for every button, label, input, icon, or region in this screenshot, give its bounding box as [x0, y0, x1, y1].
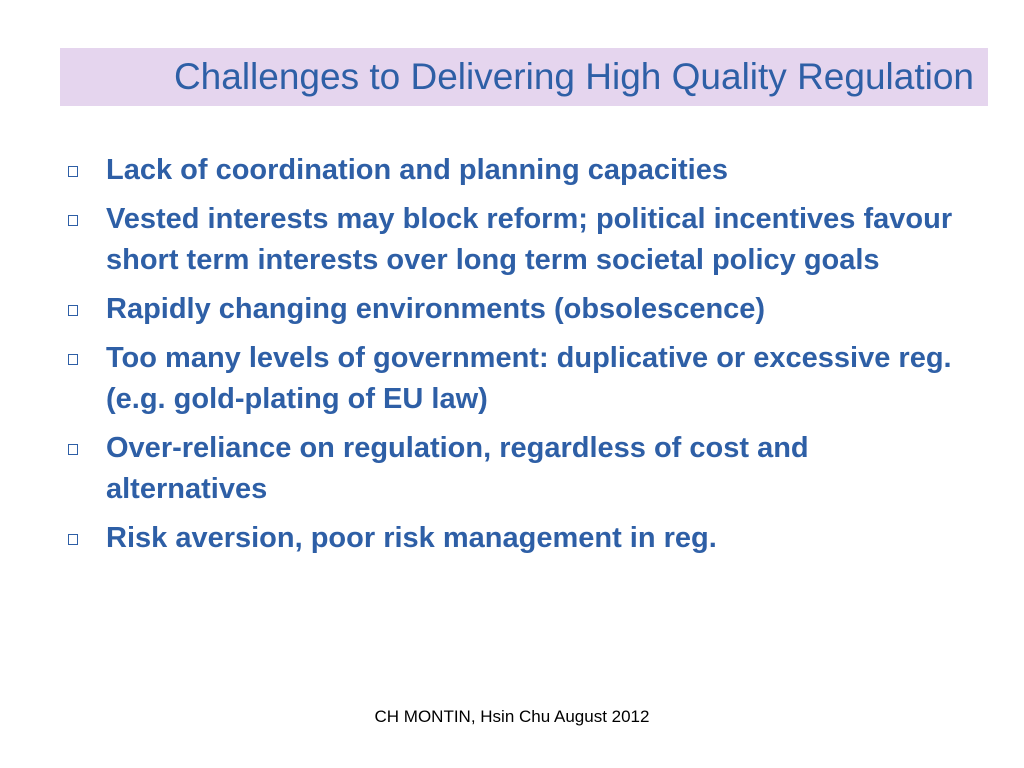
- square-bullet-icon: [68, 534, 78, 545]
- bullet-text: Lack of coordination and planning capacities: [106, 154, 728, 186]
- square-bullet-icon: [68, 215, 78, 226]
- bullet-text: Vested interests may block reform; political incentives favour short term interests over long term societal policy goals: [106, 203, 953, 276]
- bullet-item: [64, 518, 964, 559]
- square-bullet-icon: [68, 444, 78, 455]
- slide-footer: CH MONTIN, Hsin Chu August 2012: [374, 707, 650, 726]
- title-banner: [60, 48, 988, 106]
- bullet-text: Too many levels of government: duplicative or excessive reg. (e.g. gold-plating of EU law): [106, 342, 952, 415]
- slide-title: Challenges to Delivering High Quality Regulation: [173, 56, 974, 97]
- bullet-item: [64, 150, 964, 191]
- bullet-item: [64, 199, 964, 281]
- square-bullet-icon: [68, 354, 78, 365]
- bullet-list: [64, 150, 964, 567]
- bullet-item: [64, 428, 964, 510]
- square-bullet-icon: [68, 166, 78, 177]
- bullet-text: Risk aversion, poor risk management in reg.: [106, 522, 717, 554]
- bullet-text: Over-reliance on regulation, regardless of cost and alternatives: [106, 432, 809, 505]
- square-bullet-icon: [68, 305, 78, 316]
- bullet-text: Rapidly changing environments (obsolescence): [106, 293, 766, 325]
- bullet-item: [64, 338, 964, 420]
- bullet-item: [64, 289, 964, 330]
